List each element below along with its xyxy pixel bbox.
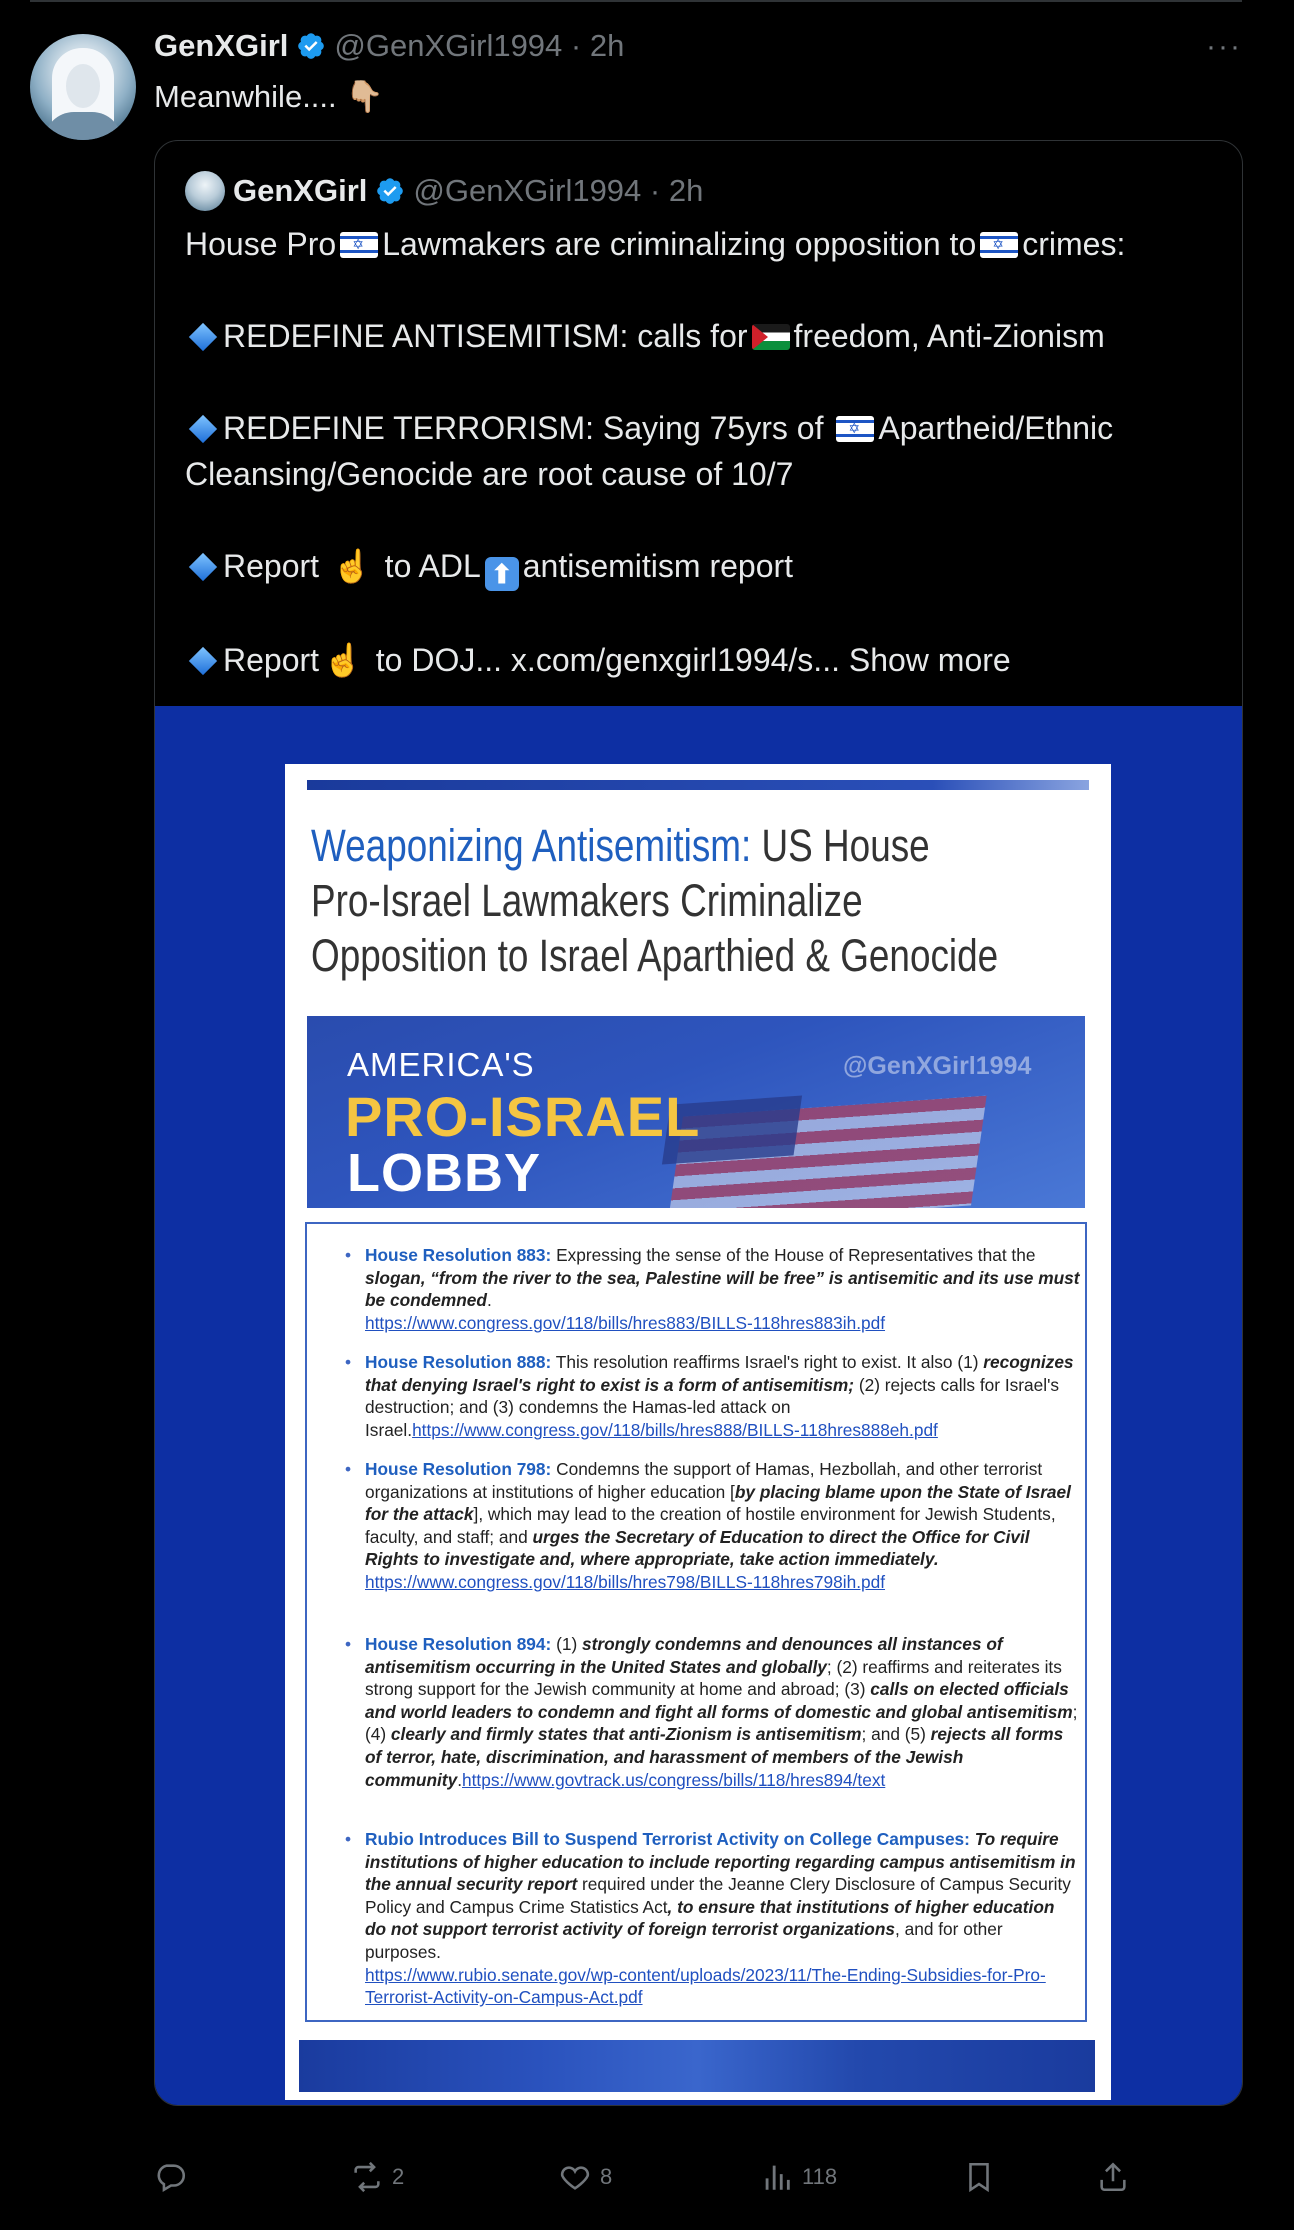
israel-flag-icon bbox=[340, 232, 378, 258]
israel-flag-icon bbox=[836, 416, 874, 442]
palestine-flag-icon bbox=[752, 324, 790, 350]
verified-badge-icon bbox=[296, 31, 326, 61]
list-item: • House Resolution 883: Expressing the sense of the House of Representatives that the slogan, “from the river to the sea, Palestine will be free” is antisemitic and its use must be condemned. https://www.congress.gov/118/bills/hres883/BILLS-118hres883ih.pdf bbox=[365, 1244, 1080, 1334]
tweet-header bbox=[154, 26, 624, 66]
divider bbox=[299, 2040, 1095, 2092]
resolution-list bbox=[305, 1222, 1087, 2022]
blue-diamond-icon bbox=[189, 553, 217, 581]
watermark: @GenXGirl1994 bbox=[843, 1052, 1032, 1080]
divider bbox=[30, 0, 1242, 2]
up-arrow-icon: ⬆ bbox=[485, 557, 519, 591]
views-count: 118 bbox=[802, 2164, 838, 2189]
blue-diamond-icon bbox=[189, 415, 217, 443]
tweet-text: Meanwhile.... 👇🏼 bbox=[154, 79, 384, 114]
handle-time[interactable]: @GenXGirl1994 · 2h bbox=[334, 28, 625, 63]
banner-text: LOBBY bbox=[347, 1143, 541, 1203]
share-button[interactable] bbox=[1096, 2160, 1130, 2194]
reply-icon bbox=[154, 2160, 188, 2194]
share-icon bbox=[1096, 2160, 1130, 2194]
divider bbox=[307, 780, 1089, 790]
list-item: • House Resolution 798: Condemns the support of Hamas, Hezbollah, and other terrorist organizations at institutions of higher education [by placing blame upon the State of Israel for the attack], which may lead to the creation of hostile environment for Jewish Students, faculty, and staff; and urges the Secretary of Education to direct the Office for Civil Rights to investigate and, where appropriate, take action immediately. https://www.congress.gov/118/bills/hres798/BILLS-118hres798ih.pdf bbox=[365, 1458, 1080, 1594]
banner-text: PRO-ISRAEL bbox=[345, 1085, 701, 1148]
heart-icon bbox=[558, 2160, 592, 2194]
handle-time: @GenXGirl1994 · 2h bbox=[413, 173, 704, 208]
lobby-banner bbox=[307, 1016, 1085, 1208]
document-title: Weaponizing Antisemitism: US House Pro-Israel Lawmakers Criminalize Opposition to Israel Aparthied & Genocide bbox=[311, 820, 999, 981]
avatar[interactable] bbox=[30, 34, 136, 140]
show-more-link[interactable]: Show more bbox=[848, 642, 1011, 678]
tweet-actions bbox=[154, 2160, 1243, 2206]
israel-flag-icon bbox=[980, 232, 1018, 258]
like-count: 8 bbox=[600, 2164, 613, 2189]
list-item: • Rubio Introduces Bill to Suspend Terrorist Activity on College Campuses: To require institutions of higher education to include reporting regarding campus antisemitism in the annual security report required under the Jeanne Clery Disclosure of Campus Security Policy and Campus Crime Statistics Act, to ensure that institutions of higher education do not support terrorist activity of foreign terrorist organizations, and for other purposes. https://www.rubio.senate.gov/wp-content/uploads/2023/11/The-Ending-Subsidies-for-Pro-Terrorist-Activity-on-Campus-Act.pdf bbox=[365, 1828, 1080, 2009]
more-horizontal-icon[interactable]: ··· bbox=[1206, 30, 1242, 63]
repost-count: 2 bbox=[392, 2164, 405, 2189]
bookmark-button[interactable] bbox=[962, 2160, 996, 2194]
like-button[interactable] bbox=[558, 2160, 612, 2194]
views-chart-icon bbox=[760, 2160, 794, 2194]
verified-badge-icon bbox=[375, 176, 405, 206]
list-item: • House Resolution 888: This resolution reaffirms Israel's right to exist. It also (1) recognizes that denying Israel's right to exist is a form of antisemitism; (2) rejects calls for Israel's destruction; and (3) condemns the Hamas-led attack on Israel.https://www.congress.gov/118/bills/hres888/BILLS-118hres888eh.pdf bbox=[365, 1351, 1080, 1441]
quoted-tweet-text: House Pro✡ Lawmakers are criminalizing opposition to✡ crimes: REDEFINE ANTISEMITISM: calls for freedom, Anti-Zionism REDEFINE TERRORISM: Saying 75yrs of ✡ Apartheid/Ethnic Cleansing/Genocide are root cause of 10/7 Report ☝ to ADL ⬆ antisemitism report Report ☝ to DOJ... x.com/genxgirl1994/s... Show more bbox=[185, 221, 1225, 683]
attached-image[interactable] bbox=[155, 706, 1243, 2106]
reply-button[interactable] bbox=[154, 2160, 196, 2194]
repost-icon bbox=[350, 2160, 384, 2194]
display-name: GenXGirl bbox=[233, 173, 368, 208]
bookmark-icon bbox=[962, 2160, 996, 2194]
quoted-tweet[interactable] bbox=[154, 140, 1243, 2106]
pointing-up-hand-icon: ☝ bbox=[323, 642, 363, 678]
list-item: • House Resolution 894: (1) strongly condemns and denounces all instances of antisemitism occurring in the United States and globally; (2) reaffirms and reiterates its strong support for the Jewish community at home and abroad; (3) calls on elected officials and world leaders to condemn and fight all forms of domestic and global antisemitism; (4) clearly and firmly states that anti-Zionism is antisemitism; and (5) rejects all forms of terror, hate, discrimination, and harassment of members of the Jewish community.https://www.govtrack.us/congress/bills/118/hres894/text bbox=[365, 1633, 1080, 1791]
display-name[interactable]: GenXGirl bbox=[154, 28, 289, 63]
pointing-up-hand-icon: ☝ bbox=[331, 548, 372, 584]
quoted-tweet-header bbox=[185, 171, 703, 211]
banner-text: AMERICA'S bbox=[347, 1046, 535, 1083]
repost-button[interactable] bbox=[350, 2160, 404, 2194]
document-page bbox=[285, 764, 1111, 2100]
avatar bbox=[185, 171, 225, 211]
views-button[interactable] bbox=[760, 2160, 837, 2194]
blue-diamond-icon bbox=[189, 647, 217, 675]
blue-diamond-icon bbox=[189, 323, 217, 351]
